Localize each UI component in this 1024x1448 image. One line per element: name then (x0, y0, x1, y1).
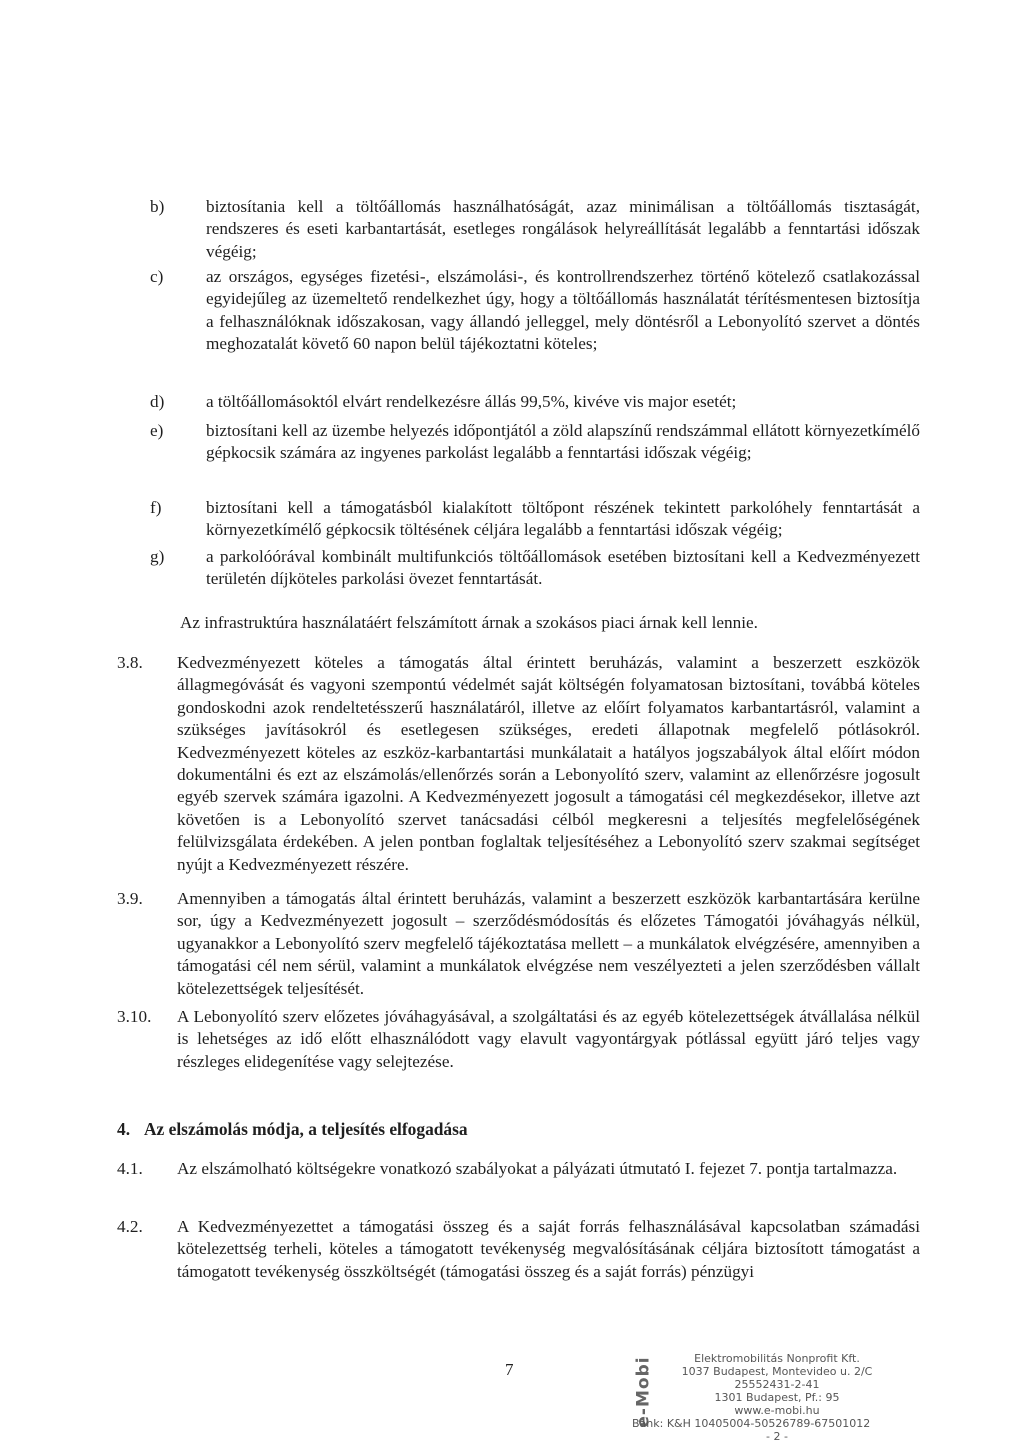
list-item-b (150, 196, 920, 263)
list-item-f (150, 497, 920, 542)
section-text: Amennyiben a támogatás által érintett beruházás, valamint a beszerzett eszközök karbantartására kerülne sor, úgy a Kedvezményezett jogosult – szerződésmódosítás és előzetes Támogatói jóváhagyás nélkül, ugyanakkor a Lebonyolító szerv megfelelő tájékoztatása mellett – a munkálatok elvégzésére, amennyiben a támogatási cél nem sérül, valamint a munkálatok elvégzése nem veszélyezteti a jelen szerződésben vállalt kötelezettségek teljesítését. (177, 889, 920, 998)
list-item-c (150, 266, 920, 356)
section-text: Kedvezményezett köteles a támogatás által érintett beruházás, valamint a beszerzett eszközök állagmegóvását és vagyoni szempontú védelmét saját költségén folyamatosan biztosítani, továbbá köteles gondoskodni azok rendeltetésszerű használatáról, illetve az előírt folyamatos karbantartásról, valamint a szükséges javításokról és esetlegesen szükséges, eredeti állapotnak megfelelő pótlásokról. Kedvezményezett köteles az eszköz-karbantartási munkálatait a hatályos jogszabályok által előírt módon dokumentálni és ezt az elszámolás/ellenőrzés során a Lebonyolító szerv, valamint az ellenőrzésre jogosult egyéb szervek számára igazolni. A Kedvezményezett jogosult a támogatási cél megkezdésekor, illetve azt követően is a Lebonyolító szervet tanácsadási célból megkeresni a teljesítés megfelelőségének felülvizsgálata érdekében. A jelen pontban foglaltak teljesítéséhez a Lebonyolító szerv szakmai segítséget nyújt a Kedvezményezett részére. (177, 653, 920, 874)
heading-label: 4. (117, 1119, 131, 1139)
item-label: d) (150, 392, 165, 411)
stamp-web: www.e-mobi.hu (734, 1404, 820, 1417)
section-text: Az elszámolható költségekre vonatkozó szabályokat a pályázati útmutató I. fejezet 7. pontja tartalmazza. (177, 1159, 898, 1178)
item-label: b) (150, 197, 165, 216)
section-3-10 (117, 1006, 920, 1073)
list-item-e (150, 420, 920, 465)
section-label: 4.1. (117, 1159, 143, 1178)
item-text: biztosítani kell az üzembe helyezés időpontjától a zöld alapszínű rendszámmal ellátott környezetkímélő gépkocsik számára az ingyenes parkolást legalább a fenntartási időszak végéig; (206, 421, 920, 463)
section-text: A Kedvezményezettet a támogatási összeg és a saját forrás felhasználásával kapcsolatban számadási kötelezettség terheli, köteles a támogatott tevékenység megvalósításának céljára biztosított támogatást a támogatott tevékenység összköltségét (támogatási összeg és a saját forrás) pénzügyi (177, 1217, 920, 1281)
item-label: g) (150, 547, 165, 566)
stamp-company: Elektromobilitás Nonprofit Kft. (694, 1352, 860, 1365)
item-text: a parkolóórával kombinált multifunkciós töltőállomások esetében biztosítani kell a Kedvezményezett területén díjköteles parkolási övezet fenntartását. (206, 547, 920, 589)
item-text: a töltőállomásoktól elvárt rendelkezésre állás 99,5%, kivéve vis major esetét; (206, 392, 737, 411)
section-label: 3.10. (117, 1007, 152, 1026)
section-3-8 (117, 652, 920, 876)
item-label: f) (150, 498, 162, 517)
section-3-9 (117, 888, 920, 1000)
company-stamp (612, 1352, 912, 1442)
item-text: az országos, egységes fizetési-, elszámolási-, és kontrollrendszerhez történő kötelező csatlakozással egyidejűleg az üzemeltető rendelkezhet úgy, hogy a töltőállomás használatát térítésmentesen biztosítja a felhasználóknak időszakosan, vagy állandó jelleggel, mely döntésről a Lebonyolító szervet a döntés meghozatalát követő 60 napon belül tájékoztatni köteles; (206, 267, 920, 354)
item-text: biztosítania kell a töltőállomás használhatóságát, azaz minimálisan a töltőállomás tisztaságát, rendszeres és eseti karbantartását, esetleges rongálások helyreállítását legalább a fenntartási időszak végéig; (206, 197, 920, 261)
item-text: biztosítani kell a támogatásból kialakított töltőpont részének tekintett parkolóhely fenntartását a környezetkímélő gépkocsik töltésének céljára legalább a fenntartási időszak végéig; (206, 498, 920, 540)
page-number: 7 (505, 1360, 514, 1379)
section-label: 3.9. (117, 889, 143, 908)
stamp-logo: e-Mobi (633, 1356, 654, 1428)
item-label: c) (150, 267, 164, 286)
stamp-postal: 1301 Budapest, Pf.: 95 (714, 1391, 840, 1404)
stamp-bank: Bank: K&H 10405004-50526789-67501012 (632, 1417, 871, 1430)
section-label: 3.8. (117, 653, 143, 672)
section-text: A Lebonyolító szerv előzetes jóváhagyásával, a szolgáltatási és az egyéb kötelezettségek átvállalása nélkül is lehetséges az idő előtt elhasználódott vagy elavult vagyontárgyak pótlással együtt járó teljes vagy részleges elidegenítése vagy selejtezése. (177, 1007, 920, 1071)
section-4-1 (117, 1158, 920, 1180)
list-item-d (150, 391, 920, 413)
item-label: e) (150, 421, 164, 440)
section-4-heading (117, 1118, 920, 1140)
section-4-2 (117, 1216, 920, 1283)
section-label: 4.2. (117, 1217, 143, 1236)
stamp-address: 1037 Budapest, Montevideo u. 2/C (681, 1365, 873, 1378)
list-item-g (150, 546, 920, 591)
stamp-sheet-number: - 2 - (766, 1430, 788, 1443)
stamp-tax-number: 25552431-2-41 (734, 1378, 820, 1391)
infrastructure-note: Az infrastruktúra használatáért felszámított árnak a szokásos piaci árnak kell lennie. (180, 613, 758, 632)
heading-text: Az elszámolás módja, a teljesítés elfogadása (144, 1119, 468, 1139)
